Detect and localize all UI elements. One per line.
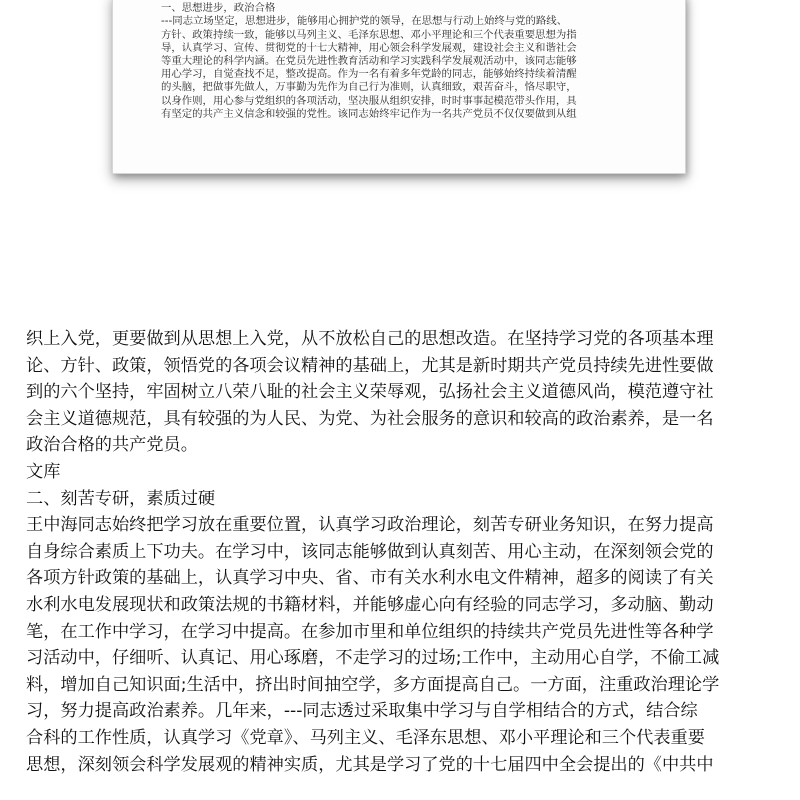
document-preview-page	[112, 0, 686, 174]
preview-line: 的头脑，把做事先做人，万事勤为先作为自己行为准则，认真细致，艰苦奋斗，恪尽职守，	[161, 81, 577, 94]
body-line: 各项方针政策的基础上，认真学习中央、省、市有关水利水电文件精神，超多的阅读了有关	[26, 568, 714, 589]
body-line: 习，努力提高政治素养。几年来，---同志透过采取集中学习与自学相结合的方式，结合综	[26, 701, 698, 722]
preview-line: 导，认真学习、宣传、贯彻党的十七大精神，用心领会科学发展观，建设社会主义和谐社会	[161, 41, 577, 54]
preview-line: 等重大理论的科学内涵。在党员先进性教育活动和学习实践科学发展观活动中，该同志能够	[161, 54, 577, 67]
body-line: 政治合格的共产党员。	[26, 435, 198, 456]
body-line: 水利水电发展现状和政策法规的书籍材料，并能够虚心向有经验的同志学习，多动脑、勤动	[26, 594, 714, 615]
body-line: 笔，在工作中学习，在学习中提高。在参加市里和单位组织的持续共产党员先进性等各种学	[26, 621, 714, 642]
preview-line: 以身作则，用心参与党组织的各项活动，坚决服从组织安排，时时事事起模范带头作用，具	[161, 94, 577, 107]
preview-line: 有坚定的共产主义信念和较强的党性。该同志始终牢记作为一名共产党员不仅仅要做到从组	[161, 107, 577, 120]
document-preview-area	[0, 0, 800, 190]
body-line: 织上入党，更要做到从思想上入党，从不放松自己的思想改造。在坚持学习党的各项基本理	[26, 329, 714, 349]
section-heading: 二、刻苦专研，素质过硬	[26, 488, 216, 509]
body-line: 到的六个坚持，牢固树立八荣八耻的社会主义荣辱观，弘扬社会主义道德风尚，模范遵守社	[26, 382, 714, 403]
preview-text-block	[161, 0, 661, 121]
preview-line: 用心学习，自觉查找不足，整改提高。作为一名有着多年党龄的同志，能够始终持续着清醒	[161, 68, 577, 81]
body-line: 会主义道德规范，具有较强的为人民、为党、为社会服务的意识和较高的政治素养，是一名	[26, 408, 714, 429]
preview-line: ---同志立场坚定，思想进步，能够用心拥护党的领导，在思想与行动上始终与党的路线、	[161, 15, 568, 28]
body-line: 合科的工作性质，认真学习《党章》、马列主义、毛泽东思想、邓小平理论和三个代表重要	[26, 727, 705, 748]
body-line: 习活动中，仔细听、认真记、用心琢磨，不走学习的过场;工作中，主动用心自学，不偷工减	[26, 648, 720, 669]
preview-line: 方针、政策持续一致，能够以马列主义、毛泽东思想、邓小平理论和三个代表重要思想为指	[161, 28, 577, 41]
body-line: 料，增加自己知识面;生活中，挤出时间抽空学，多方面提高自己。一方面，注重政治理论学	[26, 674, 720, 695]
wenku-label: 文库	[26, 461, 61, 482]
document-body	[26, 326, 786, 778]
body-line: 论、方针、政策，领悟党的各项会议精神的基础上，尤其是新时期共产党员持续先进性要做	[26, 355, 714, 376]
body-line: 王中海同志始终把学习放在重要位置，认真学习政治理论，刻苦专研业务知识，在努力提高	[26, 515, 714, 536]
body-line: 思想，深刻领会科学发展观的精神实质，尤其是学习了党的十七届四中全会提出的《中共中	[26, 754, 714, 775]
body-line: 自身综合素质上下功夫。在学习中，该同志能够做到认真刻苦、用心主动，在深刻领会党的	[26, 541, 714, 562]
preview-heading: 一、思想进步，政治合格	[161, 2, 276, 15]
